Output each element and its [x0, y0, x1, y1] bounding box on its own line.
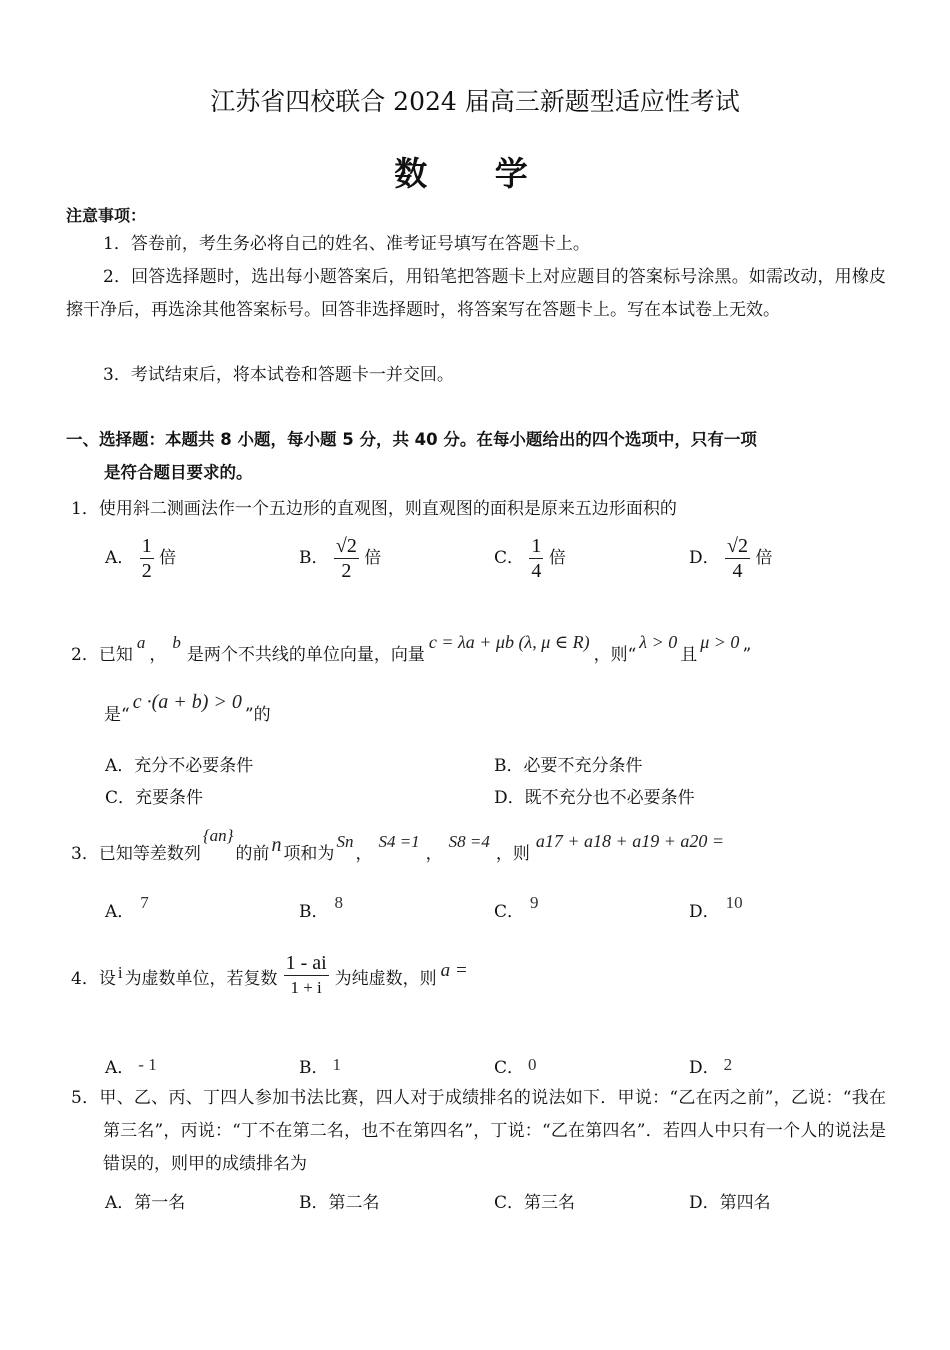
- imaginary-unit: i: [117, 963, 123, 982]
- fraction: [334, 534, 359, 583]
- fraction: [140, 534, 154, 583]
- option-label: A．: [105, 756, 135, 776]
- option-label: C．: [105, 788, 136, 808]
- denominator: 1 + i: [290, 978, 322, 997]
- variable-n: n: [271, 834, 282, 856]
- q4-text: 4．设: [71, 969, 116, 989]
- question-2-stem-line2: [104, 691, 271, 726]
- q3-comma: ，: [425, 844, 443, 864]
- numerator: 1: [531, 535, 542, 557]
- q2-text: 2．已知: [71, 645, 133, 665]
- option-text: 既不充分也不必要条件: [524, 788, 695, 808]
- section-line-1: 一、选择题：本题共 8 小题，每小题 5 分，共 40 分。在每小题给出的四个选项中，只有一项: [66, 430, 757, 449]
- mu-condition: μ > 0: [700, 632, 740, 652]
- option-label: A．: [105, 1058, 135, 1078]
- sum-expression: a17 + a18 + a19 + a20 =: [535, 831, 724, 851]
- option-label: B．: [299, 1058, 329, 1078]
- vector-a: a: [136, 633, 146, 652]
- vector-b: b: [172, 633, 181, 652]
- q2-text: 是两个不共线的单位向量，向量: [186, 645, 425, 665]
- numerator: √2: [335, 535, 357, 557]
- option-text: 10: [725, 893, 743, 912]
- option-text: 充分不必要条件: [134, 756, 254, 776]
- option-text: 2: [723, 1055, 733, 1074]
- q4-text: 为虚数单位，若复数: [124, 969, 278, 989]
- q3-text: 项和为: [283, 844, 335, 864]
- q1-option-c: [494, 534, 566, 583]
- option-suffix: 倍: [159, 548, 177, 568]
- question-3-stem: [71, 826, 724, 865]
- q4-option-b: [299, 1053, 341, 1078]
- option-text: 第二名: [328, 1193, 380, 1213]
- numerator: √2: [727, 535, 749, 557]
- numerator: 1 - ai: [285, 952, 327, 974]
- q5-option-a: [105, 1188, 185, 1213]
- lambda-condition: λ > 0: [639, 632, 678, 652]
- notice-item-1: 1．答卷前，考生务必将自己的姓名、准考证号填写在答题卡上。: [103, 234, 590, 254]
- option-label: D．: [689, 1193, 720, 1213]
- q4-option-d: [689, 1053, 732, 1078]
- question-1-stem: 1．使用斜二测画法作一个五边形的直观图，则直观图的面积是原来五边形面积的: [71, 499, 677, 519]
- q3-text: 的前: [235, 844, 270, 864]
- sequence-an: {an}: [202, 826, 234, 845]
- option-label: A．: [105, 902, 135, 922]
- notice-item-3: 3．考试结束后，将本试卷和答题卡一并交回。: [103, 365, 454, 385]
- q4-option-c: [494, 1053, 537, 1078]
- option-text: - 1: [138, 1055, 157, 1074]
- q3-option-c: [494, 893, 539, 922]
- option-label: C．: [494, 1193, 525, 1213]
- q5-option-b: [299, 1188, 380, 1213]
- q3-comma: ，: [355, 844, 373, 864]
- q1-option-d: [689, 534, 772, 583]
- denominator: 4: [732, 560, 743, 582]
- sum-sn: Sn: [336, 832, 354, 851]
- variable-a: a =: [440, 960, 468, 981]
- q4-text: 为纯虚数，则: [334, 969, 437, 989]
- option-suffix: 倍: [755, 548, 773, 568]
- q1-option-b: [299, 534, 381, 583]
- option-text: 第四名: [719, 1193, 771, 1213]
- q2-option-a: [105, 751, 253, 776]
- numerator: 1: [141, 535, 152, 557]
- s8-value: S8 =4: [448, 832, 490, 851]
- option-label: C．: [494, 548, 525, 568]
- option-label: A．: [105, 1193, 135, 1213]
- option-label: D．: [689, 1058, 720, 1078]
- option-label: D．: [689, 902, 720, 922]
- option-suffix: 倍: [548, 548, 566, 568]
- q2-text: ”的: [244, 705, 271, 725]
- option-label: D．: [689, 548, 720, 568]
- option-label: B．: [299, 1193, 329, 1213]
- option-text: 必要不充分条件: [523, 756, 643, 776]
- q2-option-c: [105, 783, 203, 808]
- option-text: 1: [332, 1055, 341, 1074]
- option-label: B．: [299, 902, 329, 922]
- q2-text: 且: [680, 645, 698, 665]
- q5-option-d: [689, 1188, 771, 1213]
- section-heading: [66, 423, 888, 489]
- option-label: B．: [494, 756, 524, 776]
- subject-title: 数 学: [394, 154, 556, 193]
- denominator: 2: [141, 560, 152, 582]
- option-label: C．: [494, 902, 525, 922]
- option-text: 充要条件: [135, 788, 204, 808]
- q2-option-b: [494, 751, 643, 776]
- notice-heading: 注意事项：: [66, 206, 147, 225]
- option-label: C．: [494, 1058, 525, 1078]
- option-label: D．: [494, 788, 525, 808]
- q2-text: ”: [742, 645, 752, 665]
- option-text: 7: [140, 893, 149, 912]
- denominator: 4: [531, 560, 542, 582]
- notice-item-2: 2．回答选择题时，选出每小题答案后，用铅笔把答题卡上对应题目的答案标号涂黑。如需改动，用橡皮擦干净后，再选涂其他答案标号。回答非选择题时，将答案写在答题卡上。写在本试卷上无效。: [66, 267, 886, 320]
- question-4-stem: [71, 952, 468, 1004]
- option-text: 0: [528, 1055, 537, 1074]
- fraction: [725, 534, 750, 583]
- q3-text: 3．已知等差数列: [71, 844, 201, 864]
- section-line-2: 是符合题目要求的。: [104, 463, 253, 482]
- question-5-stem: 5．甲、乙、丙、丁四人参加书法比赛，四人对于成绩排名的说法如下．甲说：“乙在丙之前”，乙说：“我在第三名”，丙说：“丁不在第二名，也不在第四名”，丁说：“乙在第四名”．若四人中只有一个人的说法是错误的，则甲的成绩排名为: [71, 1088, 886, 1174]
- option-text: 8: [334, 893, 343, 912]
- option-text: 第三名: [524, 1193, 576, 1213]
- denominator: 2: [341, 560, 352, 582]
- option-text: 9: [530, 893, 539, 912]
- q3-text: ，则: [495, 844, 530, 864]
- option-suffix: 倍: [364, 548, 382, 568]
- exam-title: 江苏省四校联合 2024 届高三新题型适应性考试: [210, 87, 740, 116]
- q2-option-d: [494, 783, 695, 808]
- q5-option-c: [494, 1188, 575, 1213]
- dot-product-expression: c ·(a + b) > 0: [132, 691, 242, 713]
- q4-option-a: [105, 1053, 157, 1078]
- question-2-stem: [71, 632, 752, 665]
- option-text: 第一名: [134, 1193, 186, 1213]
- q3-option-d: [689, 893, 743, 922]
- option-label: B．: [299, 548, 329, 568]
- option-label: A．: [105, 548, 135, 568]
- complex-fraction: [284, 951, 329, 1000]
- s4-value: S4 =1: [378, 832, 420, 851]
- vector-c-expression: c = λa + μb (λ, μ ∈ R): [428, 632, 590, 652]
- fraction: [529, 534, 543, 583]
- q3-option-b: [299, 893, 343, 922]
- q2-text: 是“: [104, 705, 130, 725]
- q2-text: ，则“: [593, 645, 637, 665]
- q3-option-a: [105, 893, 149, 922]
- q2-comma: ，: [149, 645, 167, 665]
- q1-option-a: [105, 534, 176, 583]
